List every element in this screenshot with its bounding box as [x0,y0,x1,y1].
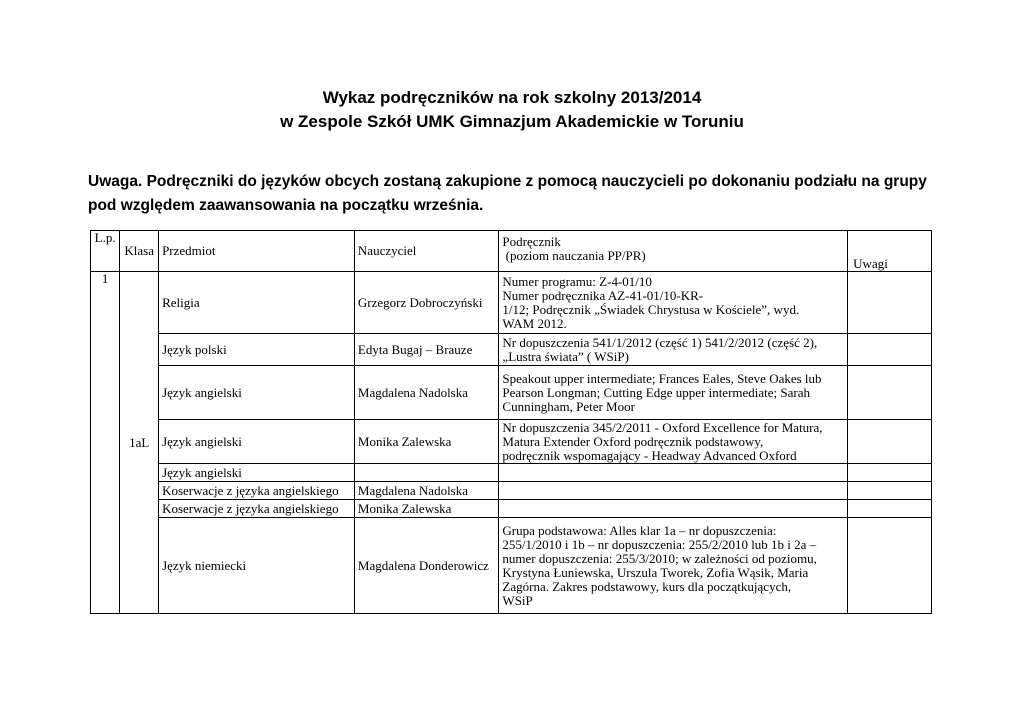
table-row [91,518,932,614]
nauczyciel-cell: Monika Zalewska [354,500,499,518]
nauczyciel-cell [354,464,499,482]
uwagi-cell [848,272,932,334]
table-row [91,420,932,464]
header-podrecznik-line1: Podręcznik [502,234,561,249]
note-paragraph: Uwaga. Podręczniki do języków obcych zostaną zakupione z pomocą nauczycieli po dokonaniu podziału na grupy pod względem zaawansowania na początku września. [88,173,927,214]
podrecznik-line: Cunningham, Peter Moor [502,398,635,414]
header-nauczyciel: Nauczyciel [354,231,499,272]
przedmiot-cell: Koserwacje z języka angielskiego [159,500,355,518]
przedmiot-cell: Język angielski [159,420,355,464]
klasa-cell: 1aL [120,272,159,614]
nauczyciel-cell: Magdalena Nadolska [354,366,499,420]
podrecznik-cell [499,464,848,482]
przedmiot-cell: Język angielski [159,464,355,482]
nauczyciel-cell: Grzegorz Dobroczyński [354,272,499,334]
podrecznik-line: Zagórna. Zakres podstawowy, kurs dla początkujących, [502,578,792,594]
podrecznik-line: Numer programu: Z-4-01/10 [502,273,652,289]
podrecznik-cell [499,420,848,464]
podrecznik-line: Nr dopuszczenia 345/2/2011 - Oxford Excellence for Matura, [502,419,823,435]
uwagi-cell [848,482,932,500]
uwagi-cell [848,518,932,614]
header-podrecznik [499,231,848,272]
document-title: Wykaz podręczników na rok szkolny 2013/2014 [322,88,702,107]
przedmiot-cell: Język polski [159,334,355,366]
table-row [91,272,932,334]
podrecznik-line: Pearson Longman; Cutting Edge upper intermediate; Sarah [502,384,811,400]
uwagi-cell [848,420,932,464]
header-przedmiot: Przedmiot [159,231,355,272]
podrecznik-cell [499,482,848,500]
nauczyciel-cell: Edyta Bugaj – Brauze [354,334,499,366]
header-lp: L.p. [91,231,120,272]
textbook-table [90,230,932,614]
podrecznik-cell [499,518,848,614]
uwagi-cell [848,500,932,518]
podrecznik-line: podręcznik wspomagający - Headway Advanced Oxford [502,447,797,463]
przedmiot-cell: Religia [159,272,355,334]
header-klasa: Klasa [120,231,159,272]
nauczyciel-cell: Magdalena Nadolska [354,482,499,500]
nauczyciel-cell: Monika Zalewska [354,420,499,464]
podrecznik-cell [499,272,848,334]
podrecznik-cell [499,366,848,420]
table-row [91,464,932,482]
podrecznik-line: WSiP [502,592,533,608]
podrecznik-line: 1/12; Podręcznik „Świadek Chrystusa w Kościele”, wyd. [502,301,800,317]
przedmiot-cell: Koserwacje z języka angielskiego [159,482,355,500]
table-row [91,500,932,518]
podrecznik-line: WAM 2012. [502,315,567,331]
podrecznik-line: Matura Extender Oxford podręcznik podstawowy, [502,433,764,449]
header-uwagi: Uwagi [848,231,932,272]
table-row [91,334,932,366]
przedmiot-cell: Język angielski [159,366,355,420]
table-header-row [91,231,932,272]
podrecznik-line: Numer podręcznika AZ-41-01/10-KR- [502,287,704,303]
document-subtitle: w Zespole Szkół UMK Gimnazjum Akademickie w Toruniu [280,112,744,131]
podrecznik-line: 255/1/2010 i 1b – nr dopuszczenia: 255/2/2010 lub 1b i 2a – [502,536,817,552]
podrecznik-cell [499,334,848,366]
podrecznik-line: „Lustra świata” ( WSiP) [502,348,629,364]
lp-cell: 1 [91,272,120,614]
podrecznik-line: Grupa podstawowa: Alles klar 1a – nr dopuszczenia: [502,522,777,538]
przedmiot-cell: Język niemiecki [159,518,355,614]
uwagi-cell [848,464,932,482]
uwagi-cell [848,334,932,366]
podrecznik-line: numer dopuszczenia: 255/3/2010; w zależności od poziomu, [502,550,817,566]
table-row [91,482,932,500]
uwagi-cell [848,366,932,420]
podrecznik-line: Nr dopuszczenia 541/1/2012 (część 1) 541/2/2012 (część 2), [502,334,818,350]
podrecznik-line: Krystyna Łuniewska, Urszula Tworek, Zofia Wąsik, Maria [502,564,809,580]
podrecznik-line: Speakout upper intermediate; Frances Eales, Steve Oakes lub [502,370,822,386]
nauczyciel-cell: Magdalena Donderowicz [354,518,499,614]
table-row [91,366,932,420]
podrecznik-cell [499,500,848,518]
header-podrecznik-line2: (poziom nauczania PP/PR) [502,248,646,263]
